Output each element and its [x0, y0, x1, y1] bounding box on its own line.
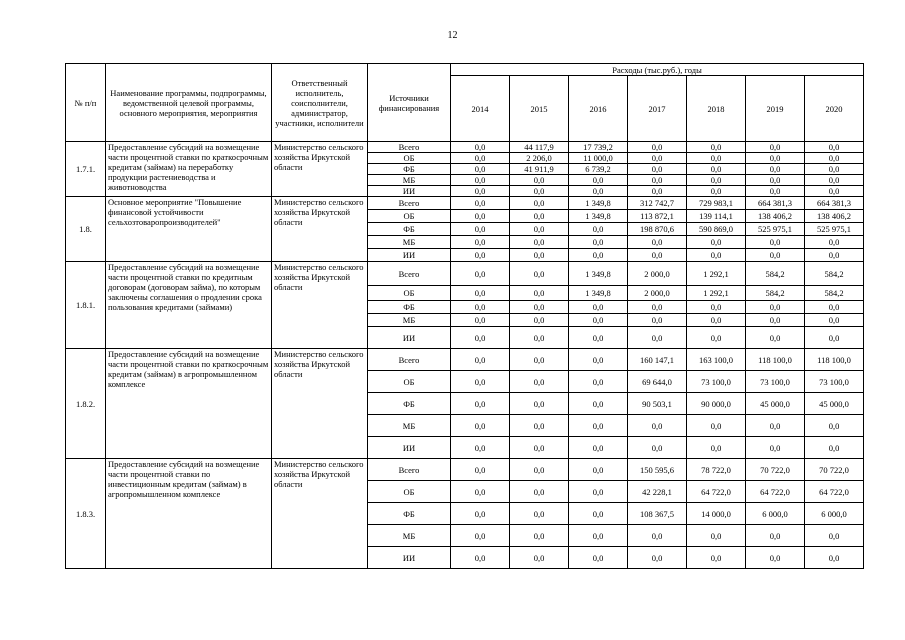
expense-value: 0,0	[687, 327, 746, 349]
expense-value: 0,0	[451, 481, 510, 503]
expense-value: 0,0	[746, 301, 805, 314]
header-year: 2016	[569, 76, 628, 142]
expense-value: 0,0	[510, 249, 569, 262]
header-year: 2018	[687, 76, 746, 142]
expense-value: 150 595,6	[628, 459, 687, 481]
expense-value: 0,0	[805, 175, 864, 186]
expense-value: 138 406,2	[805, 210, 864, 223]
expenses-table	[65, 63, 864, 569]
expense-value: 0,0	[569, 175, 628, 186]
expense-value: 70 722,0	[805, 459, 864, 481]
funding-source: ИИ	[368, 249, 451, 262]
funding-source: ФБ	[368, 393, 451, 415]
funding-source: МБ	[368, 525, 451, 547]
expense-value: 0,0	[687, 236, 746, 249]
expense-value: 0,0	[451, 525, 510, 547]
expense-value: 0,0	[687, 142, 746, 153]
expense-value: 0,0	[569, 503, 628, 525]
expense-value: 118 100,0	[805, 349, 864, 371]
expense-value: 0,0	[687, 437, 746, 459]
item-number: 1.8.1.	[66, 262, 106, 349]
expense-value: 0,0	[746, 142, 805, 153]
expense-value: 0,0	[569, 249, 628, 262]
expense-value: 0,0	[569, 481, 628, 503]
expense-value: 0,0	[510, 327, 569, 349]
expense-value: 0,0	[569, 186, 628, 197]
expense-value: 0,0	[510, 415, 569, 437]
expense-value: 0,0	[687, 175, 746, 186]
expense-value: 0,0	[451, 186, 510, 197]
expense-value: 0,0	[510, 186, 569, 197]
expense-value: 2 206,0	[510, 153, 569, 164]
expense-value: 0,0	[746, 249, 805, 262]
expense-value: 0,0	[687, 314, 746, 327]
expense-value: 0,0	[569, 371, 628, 393]
expense-value: 0,0	[628, 547, 687, 569]
expense-value: 0,0	[687, 301, 746, 314]
expense-value: 0,0	[805, 249, 864, 262]
funding-source: ИИ	[368, 186, 451, 197]
expense-value: 139 114,1	[687, 210, 746, 223]
expense-value: 90 503,1	[628, 393, 687, 415]
expense-value: 0,0	[451, 371, 510, 393]
expense-value: 0,0	[510, 262, 569, 286]
header-year: 2017	[628, 76, 687, 142]
expense-value: 17 739,2	[569, 142, 628, 153]
expense-value: 0,0	[628, 153, 687, 164]
expense-value: 0,0	[628, 249, 687, 262]
expense-value: 0,0	[746, 175, 805, 186]
expense-value: 0,0	[628, 236, 687, 249]
expense-value: 0,0	[451, 197, 510, 210]
expense-value: 525 975,1	[805, 223, 864, 236]
expense-value: 0,0	[569, 437, 628, 459]
expense-value: 0,0	[510, 349, 569, 371]
funding-source: ФБ	[368, 164, 451, 175]
expense-value: 0,0	[451, 301, 510, 314]
expense-value: 0,0	[510, 175, 569, 186]
expense-value: 0,0	[746, 525, 805, 547]
expense-value: 0,0	[510, 286, 569, 301]
expense-value: 0,0	[687, 415, 746, 437]
expense-value: 0,0	[510, 223, 569, 236]
item-name: Предоставление субсидий на возмещение части процентной ставки по кредитным договорам (договорам займа), по которым заключены соглашения о продлении срока пользования кредитами (займами)	[106, 262, 272, 349]
expense-value: 6 739,2	[569, 164, 628, 175]
expense-value: 0,0	[569, 459, 628, 481]
expense-value: 0,0	[569, 314, 628, 327]
expense-value: 0,0	[510, 437, 569, 459]
expense-value: 90 000,0	[687, 393, 746, 415]
expense-value: 0,0	[451, 286, 510, 301]
expense-value: 0,0	[805, 314, 864, 327]
expense-value: 0,0	[451, 223, 510, 236]
expense-value: 0,0	[569, 223, 628, 236]
expense-value: 1 349,8	[569, 262, 628, 286]
funding-source: ИИ	[368, 327, 451, 349]
table-row	[66, 197, 864, 210]
expense-value: 0,0	[805, 153, 864, 164]
expense-value: 0,0	[510, 393, 569, 415]
expense-value: 0,0	[687, 186, 746, 197]
funding-source: Всего	[368, 197, 451, 210]
expense-value: 0,0	[687, 547, 746, 569]
expense-value: 160 147,1	[628, 349, 687, 371]
item-number: 1.8.3.	[66, 459, 106, 569]
header-source: Источники финансирования	[368, 64, 451, 142]
funding-source: Всего	[368, 142, 451, 153]
expense-value: 73 100,0	[746, 371, 805, 393]
expense-value: 1 349,8	[569, 210, 628, 223]
expense-value: 118 100,0	[746, 349, 805, 371]
expense-value: 0,0	[510, 210, 569, 223]
expense-value: 0,0	[569, 301, 628, 314]
expense-value: 0,0	[628, 175, 687, 186]
expense-value: 11 000,0	[569, 153, 628, 164]
funding-source: ФБ	[368, 503, 451, 525]
expense-value: 138 406,2	[746, 210, 805, 223]
table-row	[66, 262, 864, 286]
expense-value: 0,0	[510, 236, 569, 249]
expense-value: 0,0	[451, 547, 510, 569]
expense-value: 0,0	[569, 236, 628, 249]
expense-value: 0,0	[510, 197, 569, 210]
expense-value: 0,0	[451, 415, 510, 437]
expense-value: 0,0	[628, 164, 687, 175]
expense-value: 14 000,0	[687, 503, 746, 525]
expense-value: 0,0	[628, 301, 687, 314]
expense-value: 0,0	[569, 547, 628, 569]
expense-value: 0,0	[569, 525, 628, 547]
funding-source: ИИ	[368, 547, 451, 569]
page-number: 12	[447, 30, 458, 41]
expense-value: 0,0	[510, 459, 569, 481]
expense-value: 0,0	[451, 327, 510, 349]
expense-value: 0,0	[746, 547, 805, 569]
expense-value: 0,0	[746, 437, 805, 459]
expense-value: 0,0	[451, 393, 510, 415]
funding-source: МБ	[368, 415, 451, 437]
expense-value: 0,0	[746, 153, 805, 164]
expense-value: 0,0	[687, 164, 746, 175]
header-year: 2015	[510, 76, 569, 142]
expense-value: 0,0	[805, 437, 864, 459]
expense-value: 2 000,0	[628, 262, 687, 286]
item-responsible: Министерство сельского хозяйства Иркутской области	[272, 349, 368, 459]
header-year: 2020	[805, 76, 864, 142]
expense-value: 73 100,0	[687, 371, 746, 393]
expense-value: 0,0	[451, 142, 510, 153]
header-responsible: Ответственный исполнитель, соисполнители, администратор, участники, исполнители	[272, 64, 368, 142]
expense-value: 45 000,0	[746, 393, 805, 415]
expense-value: 0,0	[451, 459, 510, 481]
expense-value: 0,0	[510, 301, 569, 314]
expense-value: 64 722,0	[746, 481, 805, 503]
expense-value: 0,0	[451, 175, 510, 186]
item-number: 1.8.	[66, 197, 106, 262]
item-name: Предоставление субсидий на возмещение части процентной ставки по инвестиционным кредитам (займам) в агропромышленном комплексе	[106, 459, 272, 569]
funding-source: Всего	[368, 349, 451, 371]
expense-value: 1 292,1	[687, 286, 746, 301]
expense-value: 0,0	[628, 142, 687, 153]
item-responsible: Министерство сельского хозяйства Иркутской области	[272, 262, 368, 349]
expense-value: 0,0	[510, 547, 569, 569]
expense-value: 0,0	[805, 525, 864, 547]
expense-value: 6 000,0	[805, 503, 864, 525]
expense-value: 584,2	[746, 286, 805, 301]
item-number: 1.8.2.	[66, 349, 106, 459]
expense-value: 0,0	[510, 481, 569, 503]
expense-value: 312 742,7	[628, 197, 687, 210]
table-row	[66, 349, 864, 371]
funding-source: ОБ	[368, 153, 451, 164]
expense-value: 0,0	[746, 314, 805, 327]
expense-value: 0,0	[746, 186, 805, 197]
expense-value: 0,0	[805, 327, 864, 349]
expense-value: 45 000,0	[805, 393, 864, 415]
funding-source: Всего	[368, 262, 451, 286]
expense-value: 0,0	[805, 164, 864, 175]
expense-value: 0,0	[746, 236, 805, 249]
expense-value: 584,2	[746, 262, 805, 286]
funding-source: МБ	[368, 314, 451, 327]
item-name: Предоставление субсидий на возмещение части процентной ставки по краткосрочным кредитам (займам) в агропромышленном комплексе	[106, 349, 272, 459]
expense-value: 0,0	[451, 503, 510, 525]
expense-value: 1 349,8	[569, 286, 628, 301]
expense-value: 64 722,0	[687, 481, 746, 503]
expense-value: 0,0	[569, 349, 628, 371]
funding-source: ОБ	[368, 481, 451, 503]
expense-value: 664 381,3	[805, 197, 864, 210]
expense-value: 69 644,0	[628, 371, 687, 393]
item-name: Предоставление субсидий на возмещение части процентной ставки по краткосрочным кредитам (займам) на переработку продукции растениеводства и животноводства	[106, 142, 272, 197]
expense-value: 0,0	[451, 236, 510, 249]
expense-value: 0,0	[805, 415, 864, 437]
expense-value: 0,0	[687, 249, 746, 262]
table-row	[66, 142, 864, 153]
header-year: 2014	[451, 76, 510, 142]
expense-value: 0,0	[746, 415, 805, 437]
expense-value: 0,0	[451, 164, 510, 175]
expense-value: 0,0	[746, 327, 805, 349]
expense-value: 0,0	[451, 249, 510, 262]
expense-value: 0,0	[510, 314, 569, 327]
expense-value: 0,0	[451, 153, 510, 164]
expense-value: 163 100,0	[687, 349, 746, 371]
expense-value: 0,0	[628, 186, 687, 197]
expense-value: 0,0	[510, 503, 569, 525]
funding-source: МБ	[368, 175, 451, 186]
item-number: 1.7.1.	[66, 142, 106, 197]
funding-source: ОБ	[368, 286, 451, 301]
funding-source: МБ	[368, 236, 451, 249]
expense-value: 0,0	[569, 415, 628, 437]
expense-value: 41 911,9	[510, 164, 569, 175]
funding-source: ОБ	[368, 371, 451, 393]
table-row	[66, 459, 864, 481]
item-responsible: Министерство сельского хозяйства Иркутской области	[272, 197, 368, 262]
expense-value: 0,0	[805, 547, 864, 569]
header-expenses: Расходы (тыс.руб.), годы	[451, 64, 864, 76]
expense-value: 525 975,1	[746, 223, 805, 236]
expense-value: 664 381,3	[746, 197, 805, 210]
expense-value: 0,0	[451, 210, 510, 223]
item-name: Основное мероприятие "Повышение финансовой устойчивости сельхозтоваропроизводителей"	[106, 197, 272, 262]
expense-value: 0,0	[805, 301, 864, 314]
expense-value: 44 117,9	[510, 142, 569, 153]
expense-value: 0,0	[569, 327, 628, 349]
expense-value: 1 349,8	[569, 197, 628, 210]
expense-value: 0,0	[510, 525, 569, 547]
expense-value: 73 100,0	[805, 371, 864, 393]
expense-value: 0,0	[805, 142, 864, 153]
expense-value: 0,0	[569, 393, 628, 415]
item-responsible: Министерство сельского хозяйства Иркутской области	[272, 459, 368, 569]
expense-value: 584,2	[805, 286, 864, 301]
expense-value: 0,0	[628, 525, 687, 547]
expense-value: 70 722,0	[746, 459, 805, 481]
expense-value: 78 722,0	[687, 459, 746, 481]
expense-value: 0,0	[628, 314, 687, 327]
expense-value: 0,0	[687, 525, 746, 547]
expense-value: 2 000,0	[628, 286, 687, 301]
expense-value: 590 869,0	[687, 223, 746, 236]
expense-value: 198 870,6	[628, 223, 687, 236]
header-year: 2019	[746, 76, 805, 142]
expense-value: 0,0	[628, 415, 687, 437]
funding-source: ОБ	[368, 210, 451, 223]
expense-value: 108 367,5	[628, 503, 687, 525]
expense-value: 0,0	[451, 262, 510, 286]
funding-source: Всего	[368, 459, 451, 481]
funding-source: ФБ	[368, 301, 451, 314]
expense-value: 0,0	[451, 349, 510, 371]
expense-value: 0,0	[628, 437, 687, 459]
expense-value: 42 228,1	[628, 481, 687, 503]
item-responsible: Министерство сельского хозяйства Иркутской области	[272, 142, 368, 197]
funding-source: ИИ	[368, 437, 451, 459]
expense-value: 64 722,0	[805, 481, 864, 503]
header-num: № п/п	[66, 64, 106, 142]
funding-source: ФБ	[368, 223, 451, 236]
expense-value: 6 000,0	[746, 503, 805, 525]
expense-value: 0,0	[628, 327, 687, 349]
expense-value: 0,0	[746, 164, 805, 175]
expense-value: 113 872,1	[628, 210, 687, 223]
expense-value: 0,0	[451, 314, 510, 327]
expense-value: 0,0	[687, 153, 746, 164]
expense-value: 0,0	[451, 437, 510, 459]
expense-value: 1 292,1	[687, 262, 746, 286]
expense-value: 584,2	[805, 262, 864, 286]
expense-value: 0,0	[805, 236, 864, 249]
expense-value: 729 983,1	[687, 197, 746, 210]
expense-value: 0,0	[510, 371, 569, 393]
header-name: Наименование программы, подпрограммы, ведомственной целевой программы, основного мероприятия, мероприятия	[106, 64, 272, 142]
expense-value: 0,0	[805, 186, 864, 197]
